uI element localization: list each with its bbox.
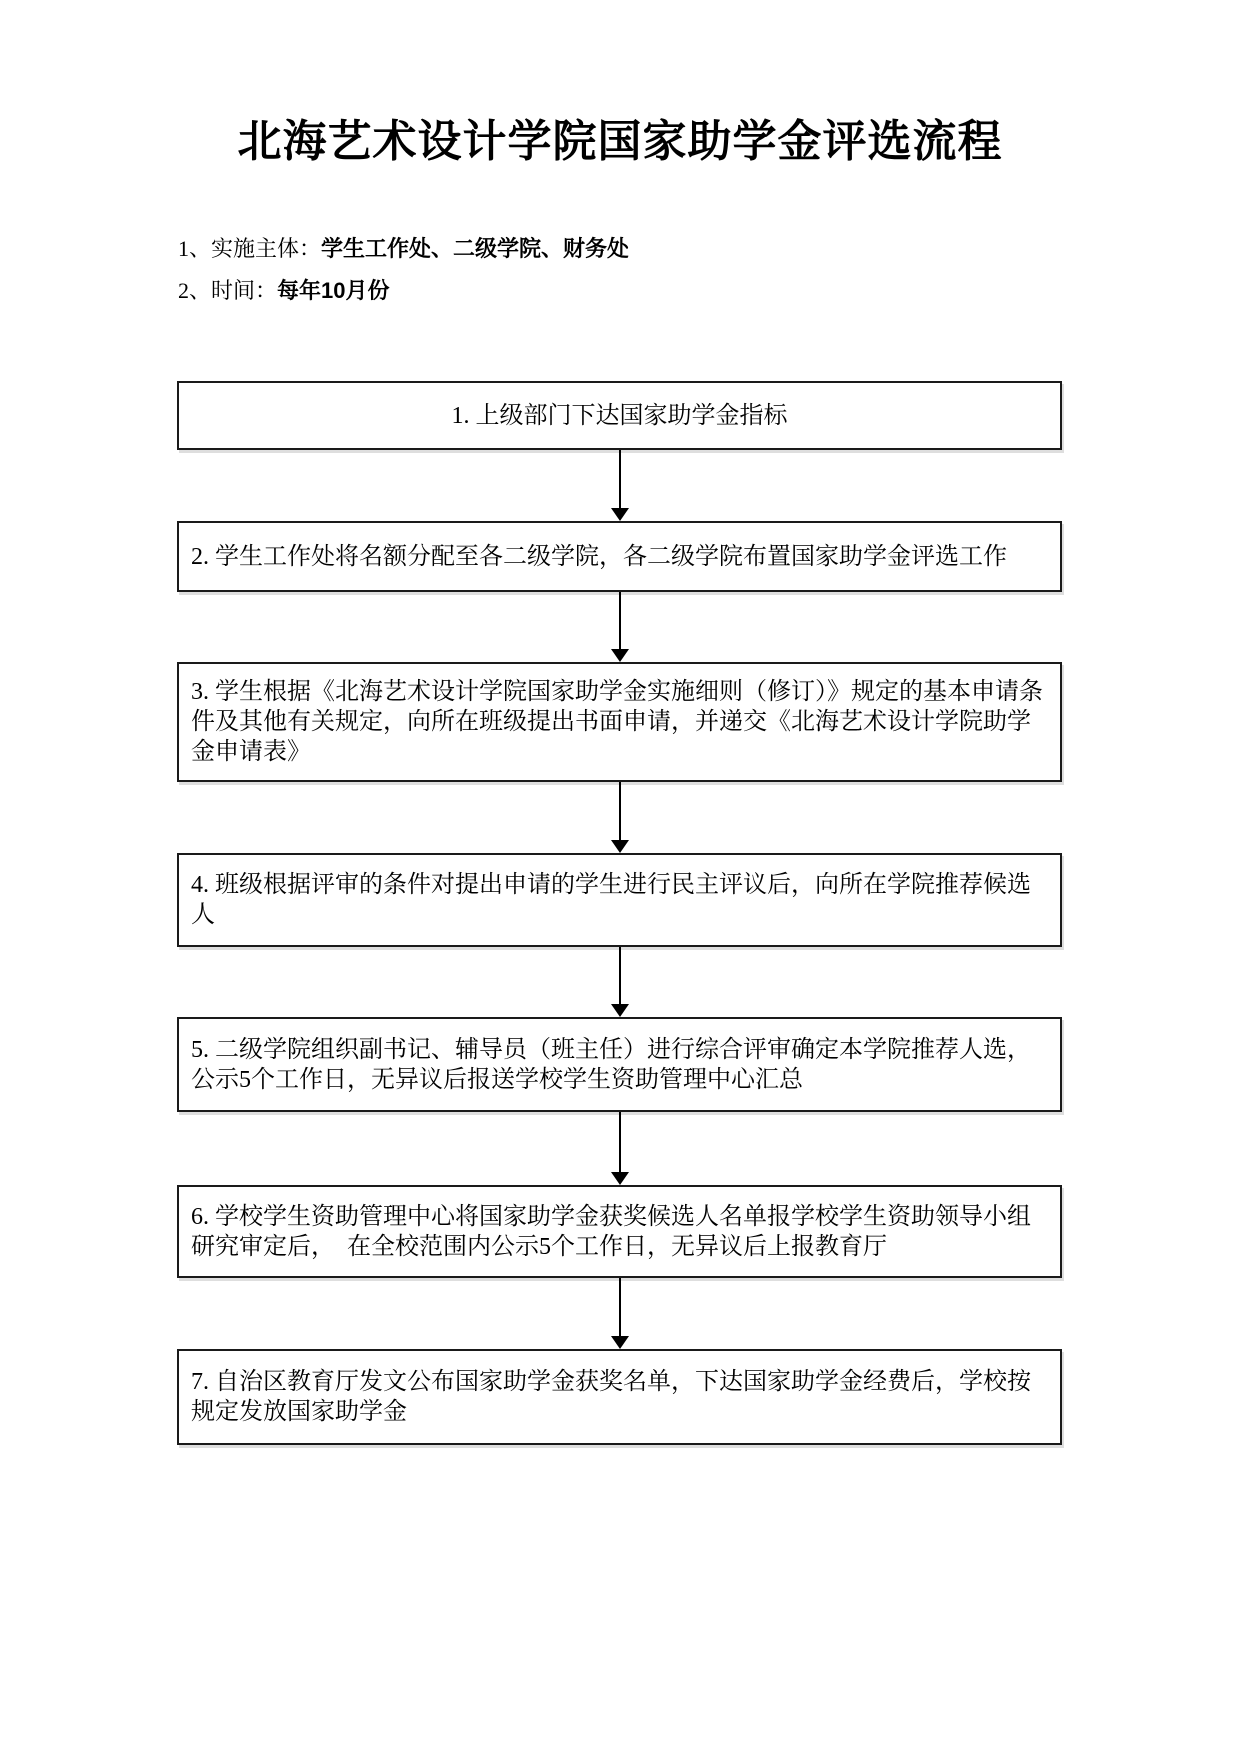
arrow-line xyxy=(619,782,621,843)
flow-arrow-1 xyxy=(177,450,1062,521)
arrow-down-icon xyxy=(611,1336,629,1349)
title-school-prefix: 北海 xyxy=(237,117,328,166)
arrow-line xyxy=(619,1112,621,1175)
flow-step-4-text: 4. 班级根据评审的条件对提出申请的学生进行民主评议后，向所在学院推荐候选人 xyxy=(191,872,1031,928)
page-title xyxy=(0,116,1240,168)
flow-step-5-text: 5. 二级学院组织副书记、辅导员（班主任）进行综合评审确定本学院推荐人选，公示5个工作日，无异议后报送学校学生资助管理中心汇总 xyxy=(191,1036,1031,1093)
intro-list xyxy=(178,234,629,306)
flow-step-1-text: 1. 上级部门下达国家助学金指标 xyxy=(451,402,788,429)
flow-step-5 xyxy=(177,1017,1062,1112)
flow-step-1 xyxy=(177,381,1062,450)
flow-step-7 xyxy=(177,1349,1062,1445)
flow-step-2 xyxy=(177,521,1062,592)
intro-subject-value: 学生工作处、二级学院、财务处 xyxy=(321,236,630,261)
intro-item-subject xyxy=(178,234,629,264)
arrow-down-icon xyxy=(611,649,629,662)
flow-arrow-4 xyxy=(177,947,1062,1017)
flow-arrow-5 xyxy=(177,1112,1062,1185)
flow-arrow-2 xyxy=(177,592,1062,662)
flow-arrow-3 xyxy=(177,782,1062,853)
arrow-down-icon xyxy=(611,840,629,853)
flow-step-6 xyxy=(177,1185,1062,1278)
intro-time-value: 每年10月份 xyxy=(277,278,390,303)
arrow-line xyxy=(619,592,621,652)
flow-step-4 xyxy=(177,853,1062,947)
arrow-line xyxy=(619,1278,621,1339)
arrow-down-icon xyxy=(611,1004,629,1017)
arrow-line xyxy=(619,947,621,1007)
title-rest: 艺术设计学院国家助学金评选流程 xyxy=(327,117,1003,166)
intro-subject-label: 1、实施主体： xyxy=(178,236,322,261)
intro-time-label: 2、时间： xyxy=(178,278,278,303)
flow-arrow-6 xyxy=(177,1278,1062,1349)
arrow-down-icon xyxy=(611,508,629,521)
arrow-line xyxy=(619,450,621,511)
flow-step-2-text: 2. 学生工作处将名额分配至各二级学院，各二级学院布置国家助学金评选工作 xyxy=(191,543,1007,570)
arrow-down-icon xyxy=(611,1172,629,1185)
flow-step-3 xyxy=(177,662,1062,782)
flow-step-6-text: 6. 学校学生资助管理中心将国家助学金获奖候选人名单报学校学生资助领导小组研究审定后， 在全校范围内公示5个工作日，无异议后上报教育厅 xyxy=(191,1203,1031,1260)
flowchart xyxy=(177,381,1062,1445)
flow-step-7-text: 7. 自治区教育厅发文公布国家助学金获奖名单，下达国家助学金经费后，学校按规定发放国家助学金 xyxy=(191,1369,1031,1425)
intro-item-time xyxy=(178,276,629,306)
flow-step-3-text: 3. 学生根据《北海艺术设计学院国家助学金实施细则（修订）》规定的基本申请条件及其他有关规定，向所在班级提出书面申请，并递交《北海艺术设计学院助学金申请表》 xyxy=(191,679,1043,765)
